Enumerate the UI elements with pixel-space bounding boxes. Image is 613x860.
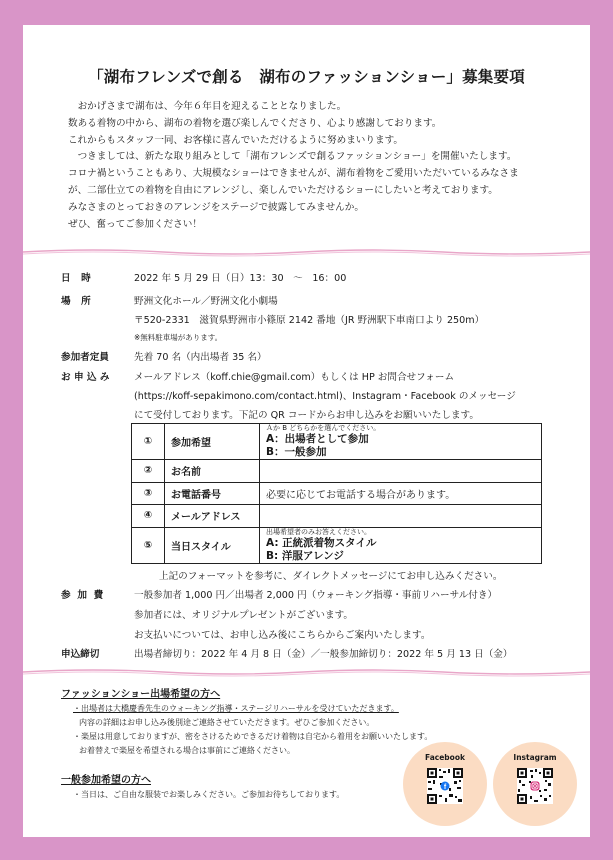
wave-divider <box>23 247 590 257</box>
application-format-table <box>131 423 542 564</box>
date-label: 日時 <box>61 273 102 284</box>
intro-line: が、二部仕立ての着物を自由にアレンジし、楽しんでいただけるショーにしたいと考えております。 <box>68 184 498 196</box>
table-row <box>132 527 542 563</box>
option-a: A: 正統派着物スタイル <box>266 536 377 549</box>
qr-code-icon <box>517 768 553 804</box>
fee-line: お支払いについては、お申し込み後にこちらからご案内いたします。 <box>134 630 431 641</box>
deadline-label: 申込締切 <box>61 649 100 660</box>
instagram-label: Instagram <box>513 753 557 762</box>
option-b: B: 洋服アレンジ <box>266 549 344 562</box>
option-b: B：一般参加 <box>266 446 327 458</box>
facebook-qr-badge[interactable] <box>403 742 487 826</box>
fashion-line: ・出場者は大橋慶香先生のウォーキング指導・ステージリハーサルを受けていただきます。 <box>73 704 399 713</box>
row-content <box>260 527 542 563</box>
row-hint: 出場希望者のみお答えください。 <box>266 527 371 536</box>
intro-line: ぜひ、奮ってご参加ください！ <box>68 218 202 230</box>
capacity-label: 参加者定員 <box>61 352 109 363</box>
row-hint: Ａか B どちらかを選んでください。 <box>266 424 381 432</box>
wave-divider <box>23 667 590 677</box>
apply-line: (https://koff-sepakimono.com/contact.html)、Instagram・Facebook のメッセージ <box>134 391 516 402</box>
apply-line: にて受付しております。下記の QR コードからお申し込みをお願いいたします。 <box>134 410 479 421</box>
form-instruction: 上記のフォーマットを参考に、ダイレクトメッセージにてお申し込みください。 <box>159 571 503 582</box>
intro-line: コロナ禍ということもあり、大規模なショーはできませんが、湖布着物をご愛用いただいているみなさま <box>68 168 519 180</box>
facebook-qr-code[interactable] <box>427 768 463 804</box>
intro-line: つきましては、新たな取り組みとして「湖布フレンズで創るファッションショー」を開催いたします。 <box>77 151 517 163</box>
fee-line: 一般参加者 1,000 円／出場者 2,000 円（ウォーキング指導・事前リハーサル付き） <box>134 590 498 601</box>
row-number: ③ <box>132 482 165 505</box>
instagram-qr-code[interactable] <box>517 768 553 804</box>
row-content: 必要に応じてお電話する場合があります。 <box>260 482 542 505</box>
page-title: 「湖布フレンズで創る 湖布のファッションショー」募集要項 <box>88 68 525 86</box>
intro-line: これからもスタッフ一同、お客様に喜んでいただけるように努めまいります。 <box>68 134 404 146</box>
intro-line: みなさまのとっておきのアレンジをステージで披露してみませんか。 <box>68 201 364 213</box>
table-row <box>132 482 542 505</box>
fashion-heading: ファッションショー出場希望の方へ <box>61 689 221 700</box>
general-heading: 一般参加希望の方へ <box>61 775 151 786</box>
parking-note: ※無料駐車場があります。 <box>134 333 223 342</box>
intro-line: 数ある着物の中から、湖布の着物を選び楽しんでくださり、心より感謝しております。 <box>68 117 442 129</box>
intro-text <box>68 99 588 233</box>
table-row <box>132 460 542 483</box>
table-row <box>132 424 542 460</box>
place-address: 〒520-2331 滋賀県野洲市小篠原 2142 番地（JR 野洲駅下車南口より 250m） <box>134 315 485 326</box>
fee-label: 参加費 <box>61 590 110 601</box>
capacity-value: 先着 70 名（内出場者 35 名） <box>134 352 267 363</box>
option-a: A：出場者として参加 <box>266 433 369 445</box>
place-name: 野洲文化ホール／野洲文化小劇場 <box>134 296 278 307</box>
row-label: お名前 <box>165 460 260 483</box>
fashion-line: お着替えで楽屋を希望される場合は事前にご連絡ください。 <box>79 746 295 755</box>
row-label: メールアドレス <box>165 505 260 528</box>
row-label: 当日スタイル <box>165 527 260 563</box>
row-content <box>260 460 542 483</box>
row-number: ② <box>132 460 165 483</box>
intro-line: おかげさまで湖布は、今年６年目を迎えることとなりました。 <box>77 101 347 112</box>
row-number: ① <box>132 424 165 460</box>
qr-code-icon <box>427 768 463 804</box>
svg-text:f: f <box>443 784 447 791</box>
general-line: ・当日は、ご自由な服装でお楽しみください。ご参加お待ちしております。 <box>73 790 345 799</box>
facebook-label: Facebook <box>425 753 465 762</box>
row-content <box>260 505 542 528</box>
table-row <box>132 505 542 528</box>
row-label: お電話番号 <box>165 482 260 505</box>
date-value: 2022 年 5 月 29 日（日）13：30 ～ 16：00 <box>134 273 347 284</box>
row-number: ⑤ <box>132 527 165 563</box>
apply-line: メールアドレス（koff.chie@gmail.com）もしくは HP お問合せフォーム <box>134 372 455 383</box>
place-label: 場所 <box>61 296 102 307</box>
flyer-page <box>23 25 590 837</box>
instagram-qr-badge[interactable] <box>493 742 577 826</box>
row-label: 参加希望 <box>165 424 260 460</box>
row-content <box>260 424 542 460</box>
fashion-line: 内容の詳細はお申し込み後別途ご連絡させていただきます。ぜひご参加ください。 <box>79 718 375 727</box>
fashion-line: ・楽屋は用意しておりますが、密をさけるためできるだけ着物は自宅から着用をお願いいたします。 <box>73 732 433 741</box>
deadline-value: 出場者締切り：2022 年 4 月 8 日（金）／一般参加締切り：2022 年 5 月 13 日（金） <box>134 649 513 660</box>
row-number: ④ <box>132 505 165 528</box>
apply-label: お申込み <box>61 372 113 383</box>
fee-line: 参加者には、オリジナルプレゼントがございます。 <box>134 610 354 621</box>
